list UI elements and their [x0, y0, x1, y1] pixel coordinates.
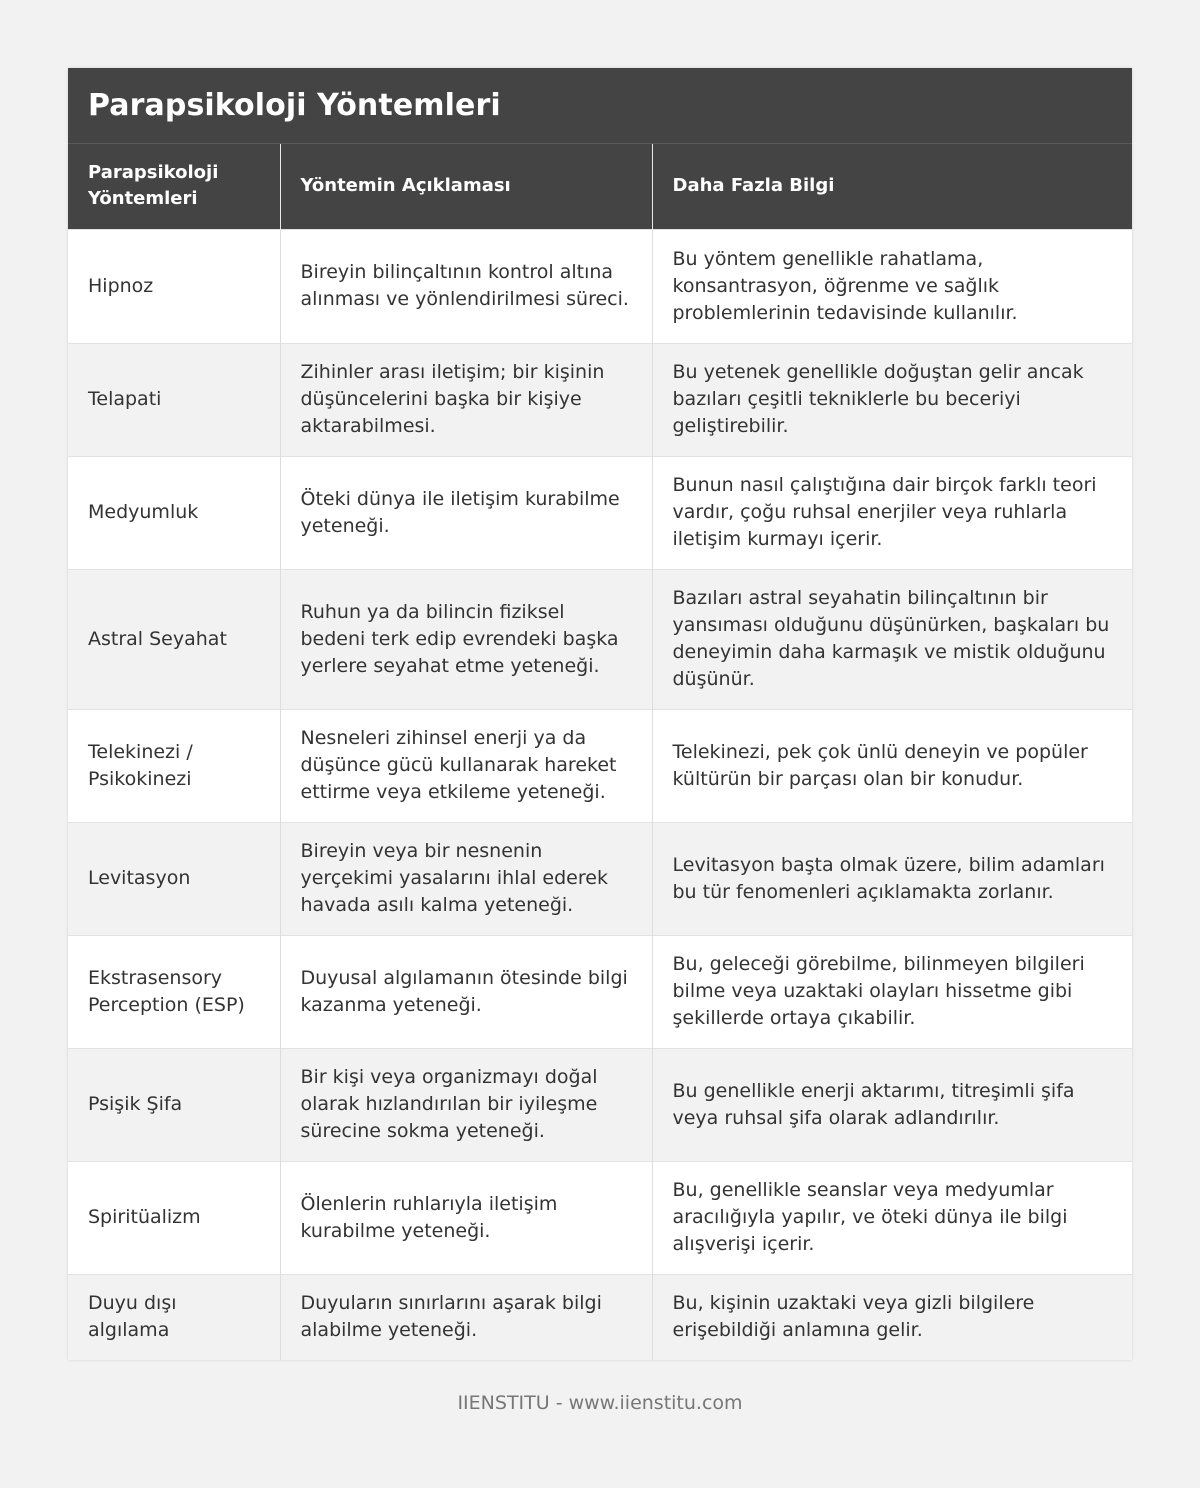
- header-method: Parapsikoloji Yöntemleri: [68, 144, 280, 229]
- cell-description: Bir kişi veya organizmayı doğal olarak hızlandırılan bir iyileşme sürecine sokma yeteneği.: [280, 1048, 652, 1161]
- cell-more-info: Bu yöntem genellikle rahatlama, konsantrasyon, öğrenme ve sağlık problemlerinin tedavisinde kullanılır.: [652, 229, 1132, 343]
- cell-method: Duyu dışı algılama: [68, 1274, 280, 1360]
- title-bar: [68, 68, 1132, 144]
- cell-method: Hipnoz: [68, 229, 280, 343]
- page-title: Parapsikoloji Yöntemleri: [88, 88, 501, 123]
- cell-description: Nesneleri zihinsel enerji ya da düşünce gücü kullanarak hareket ettirme veya etkileme yeteneği.: [280, 709, 652, 822]
- cell-more-info: Bazıları astral seyahatin bilinçaltının bir yansıması olduğunu düşünürken, başkaları bu deneyimin daha karmaşık ve mistik olduğunu düşünür.: [652, 569, 1132, 709]
- cell-description: Öteki dünya ile iletişim kurabilme yeteneği.: [280, 456, 652, 569]
- cell-more-info: Bunun nasıl çalıştığına dair birçok farklı teori vardır, çoğu ruhsal enerjiler veya ruhlarla iletişim kurmayı içerir.: [652, 456, 1132, 569]
- table-row: [68, 1274, 1132, 1360]
- cell-more-info: Bu genellikle enerji aktarımı, titreşimli şifa veya ruhsal şifa olarak adlandırılır.: [652, 1048, 1132, 1161]
- cell-method: Telapati: [68, 343, 280, 456]
- cell-description: Ölenlerin ruhlarıyla iletişim kurabilme yeteneği.: [280, 1161, 652, 1274]
- footer-credit: IIENSTITU - www.iienstitu.com: [457, 1392, 743, 1414]
- table-body: [68, 229, 1132, 1360]
- table-row: [68, 569, 1132, 709]
- header-row: [68, 144, 1132, 229]
- header-more-info: Daha Fazla Bilgi: [652, 144, 1132, 229]
- cell-more-info: Levitasyon başta olmak üzere, bilim adamları bu tür fenomenleri açıklamakta zorlanır.: [652, 822, 1132, 935]
- table-row: [68, 822, 1132, 935]
- table-row: [68, 229, 1132, 343]
- cell-description: Bireyin bilinçaltının kontrol altına alınması ve yönlendirilmesi süreci.: [280, 229, 652, 343]
- cell-method: Medyumluk: [68, 456, 280, 569]
- table-row: [68, 456, 1132, 569]
- cell-more-info: Bu, genellikle seanslar veya medyumlar aracılığıyla yapılır, ve öteki dünya ile bilgi alışverişi içerir.: [652, 1161, 1132, 1274]
- table-card: [68, 68, 1132, 1360]
- table-row: [68, 1048, 1132, 1161]
- header-description: Yöntemin Açıklaması: [280, 144, 652, 229]
- cell-more-info: Telekinezi, pek çok ünlü deneyin ve popüler kültürün bir parçası olan bir konudur.: [652, 709, 1132, 822]
- cell-description: Bireyin veya bir nesnenin yerçekimi yasalarını ihlal ederek havada asılı kalma yeteneği.: [280, 822, 652, 935]
- cell-method: Levitasyon: [68, 822, 280, 935]
- cell-description: Ruhun ya da bilincin fiziksel bedeni terk edip evrendeki başka yerlere seyahat etme yeteneği.: [280, 569, 652, 709]
- table-row: [68, 343, 1132, 456]
- cell-method: Psişik Şifa: [68, 1048, 280, 1161]
- cell-description: Zihinler arası iletişim; bir kişinin düşüncelerini başka bir kişiye aktarabilmesi.: [280, 343, 652, 456]
- cell-more-info: Bu, geleceği görebilme, bilinmeyen bilgileri bilme veya uzaktaki olayları hissetme gibi şekillerde ortaya çıkabilir.: [652, 935, 1132, 1048]
- table-row: [68, 935, 1132, 1048]
- table-row: [68, 1161, 1132, 1274]
- cell-more-info: Bu, kişinin uzaktaki veya gizli bilgilere erişebildiği anlamına gelir.: [652, 1274, 1132, 1360]
- cell-method: Ekstrasensory Perception (ESP): [68, 935, 280, 1048]
- methods-table: [68, 144, 1132, 1360]
- cell-more-info: Bu yetenek genellikle doğuştan gelir ancak bazıları çeşitli tekniklerle bu beceriyi geliştirebilir.: [652, 343, 1132, 456]
- cell-method: Astral Seyahat: [68, 569, 280, 709]
- table-row: [68, 709, 1132, 822]
- cell-description: Duyuların sınırlarını aşarak bilgi alabilme yeteneği.: [280, 1274, 652, 1360]
- cell-method: Telekinezi / Psikokinezi: [68, 709, 280, 822]
- table-header: [68, 144, 1132, 229]
- cell-description: Duyusal algılamanın ötesinde bilgi kazanma yeteneği.: [280, 935, 652, 1048]
- cell-method: Spiritüalizm: [68, 1161, 280, 1274]
